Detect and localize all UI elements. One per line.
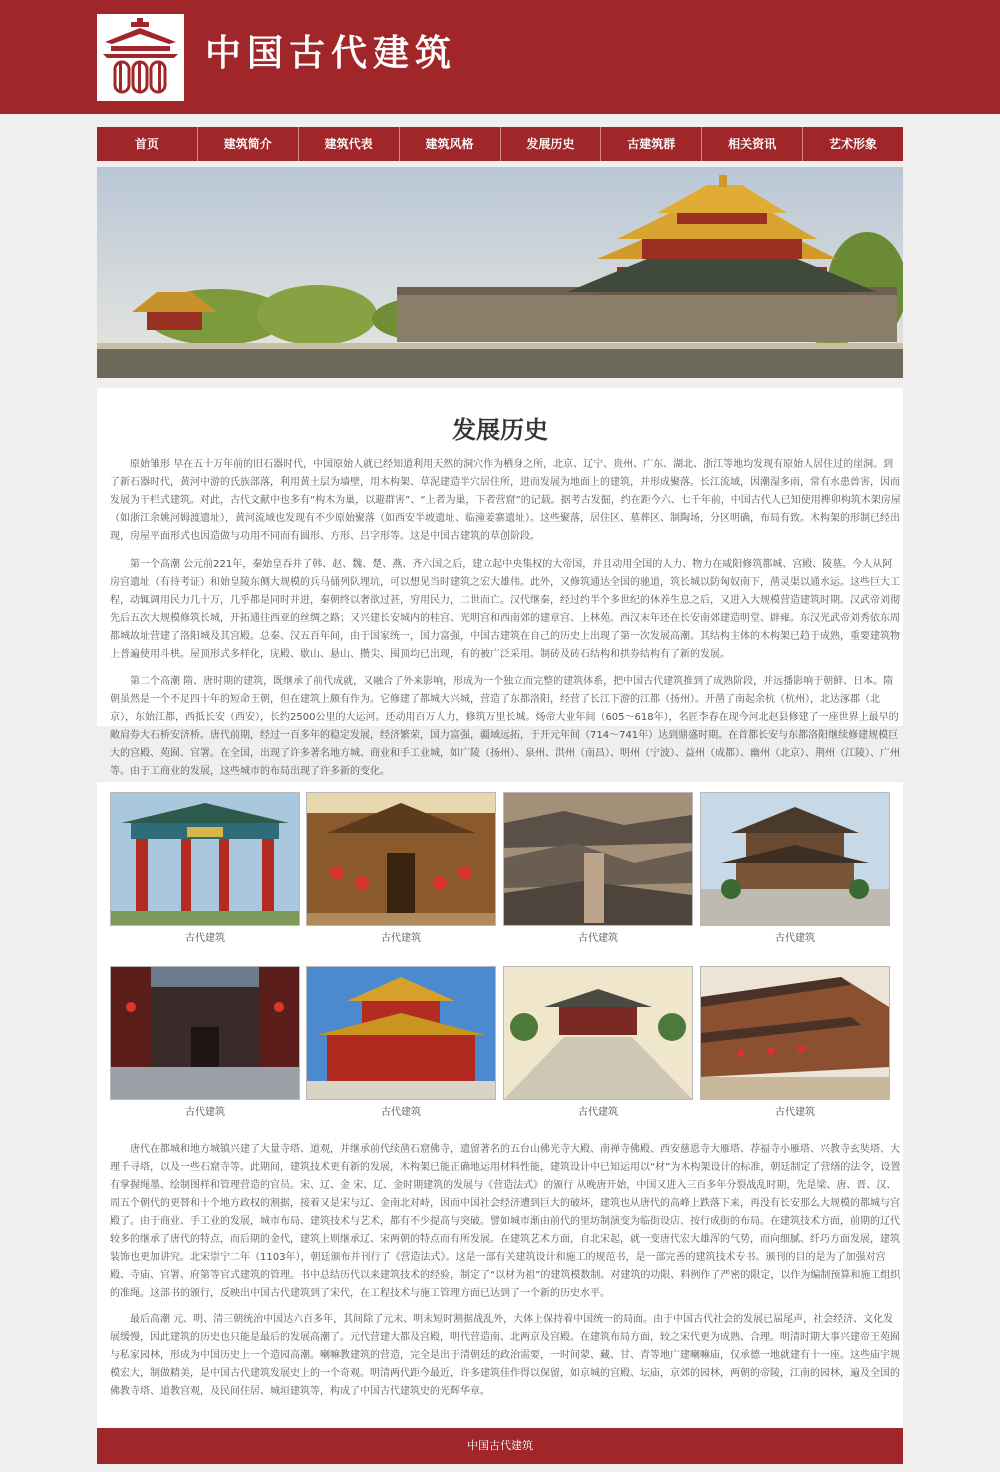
gallery-caption: 古代建筑 — [578, 933, 618, 944]
gallery-caption: 古代建筑 — [578, 1107, 618, 1118]
gallery-photo-wooden-hall[interactable] — [700, 792, 890, 926]
article-paragraph: 第一个高潮 公元前221年，秦始皇吞并了韩、赵、魏、楚、燕、齐六国之后，建立起中央集权的大帝国，并且动用全国的人力、物力在咸阳修筑都城、宫殿、陵墓。今人从阿房宫遗址（有待考证）和始皇陵东侧大规模的兵马俑列队埋坑，可以想见当时建筑之宏大雄伟。此外，又修筑通达全国的驰道，筑长城以防匈奴南下，凿灵渠以通水运。这些巨大工程，动辄调用民力几十万，几乎都是同时并进，秦朝终以奢欲过甚，穷用民力，二世而亡。汉代继秦，经过约半个多世纪的休养生息之后，又进入大规模营造建筑时期。汉武帝刘彻先后五次大规模修筑长城，开拓通往西亚的丝绸之路；又兴建长安城内的桂宫、光明宫和西南郊的建章宫、上林苑。西汉末年还在长安南郊建造明堂、辟雍。东汉光武帝刘秀依东周都城故址营建了洛阳城及其宫殿。总秦、汉五百年间，由于国家统一，国力富强，中国古建筑在自己的历史上出现了第一次发展高潮。其结构主体的木构架已趋于成熟，重要建筑物上普遍使用斗栱。屋顶形式多样化，庑殿、歇山、悬山、攒尖、囤顶均已出现，有的被广泛采用。制砖及砖石结构和拱券结构有了新的发展。 — [110, 559, 900, 660]
gallery-photo-red-pavilion[interactable] — [306, 966, 496, 1100]
pagoda-logo-icon[interactable] — [97, 14, 184, 101]
gallery-caption: 古代建筑 — [775, 1107, 815, 1118]
gallery-photo-temple-plaza[interactable] — [503, 966, 693, 1100]
site-header — [0, 0, 1000, 114]
nav-item-complex[interactable]: 古建筑群 — [601, 127, 702, 161]
article-paragraph: 第二个高潮 隋、唐时期的建筑，既继承了前代成就，又融合了外来影响，形成为一个独立而完整的建筑体系，把中国古代建筑推到了成熟阶段，并远播影响于朝鲜、日本。隋朝虽然是一个不足四十年的短命王朝，但在建筑上颇有作为。它修建了都城大兴城，营造了东都洛阳，经营了长江下游的江都（扬州）。开凿了南起余杭（杭州），北达涿郡（北京），东始江都，西抵长安（西安），长约2500公里的大运河。还动用百万人力，修筑万里长城。炀帝大业年间（605～618年），名匠李春在现今河北赵县修建了一座世界上最早的敞肩券大石桥安济桥。唐代前期，经过一百多年的稳定发展，经济繁荣，国力富强，疆域远拓，于开元年间（714～741年）达到鼎盛时期。在首都长安与东都洛阳继续修建规模巨大的宫殿、苑囿、官署。在全国，出现了许多著名地方城、商业和手工业城，如广陵（扬州）、泉州、洪州（南昌）、明州（宁波）、益州（成都）、幽州（北京）、荆州（江陵）、广州等。由于工商业的发展，这些城市的布局出现了许多新的变化。 — [110, 676, 900, 777]
gallery-photo-mansion[interactable] — [110, 966, 300, 1100]
page-title: 发展历史 — [452, 416, 548, 444]
article-paragraph: 原始雏形 早在五十万年前的旧石器时代，中国原始人就已经知道利用天然的洞穴作为栖身之所，北京、辽宁、贵州、广东、湖北、浙江等地均发现有原始人居住过的崖洞。到了新石器时代，黄河中游的氏族部落，利用黄土层为墙壁，用木构架、草泥建造半穴居住所，进而发展为地面上的建筑，并形成聚落。长江流域，因潮湿多雨，常有水患兽害，因而发展为干栏式建筑。对此，古代文献中也多有“构木为巢，以避群害”、“上者为巢，下者营窟”的记载。据考古发掘，约在距今六、七千年前，中国古代人已知使用榫卯构筑木架房屋（如浙江余姚河姆渡遗址），黄河流域也发现有不少原始聚落（如西安半坡遗址、临潼姜寨遗址）。这些聚落，居住区、墓葬区、制陶场，分区明确，布局有致。木构架的形制已经出现，房屋平面形式也因造做与功用不同而有圆形、方形、吕字形等。这是中国古建筑的草创阶段。 — [110, 459, 901, 542]
nav-item-intro[interactable]: 建筑简介 — [198, 127, 299, 161]
nav-item-representative[interactable]: 建筑代表 — [299, 127, 400, 161]
gallery-caption: 古代建筑 — [185, 933, 225, 944]
gallery-photo-street-buildings[interactable] — [700, 966, 890, 1100]
gallery-caption: 古代建筑 — [775, 933, 815, 944]
gallery-caption: 古代建筑 — [381, 933, 421, 944]
gallery-photo-village-roofs[interactable] — [503, 792, 693, 926]
gallery-caption: 古代建筑 — [185, 1107, 225, 1118]
gallery-caption: 古代建筑 — [381, 1107, 421, 1118]
gallery-photo-archway[interactable] — [110, 792, 300, 926]
main-nav — [97, 127, 903, 161]
site-title: 中国古代建筑 — [205, 33, 458, 74]
nav-item-art[interactable]: 艺术形象 — [829, 137, 878, 151]
nav-item-home[interactable]: 首页 — [97, 127, 198, 161]
nav-item-history[interactable]: 发展历史 — [501, 127, 602, 161]
gallery-photo-lantern-courtyard[interactable] — [306, 792, 496, 926]
nav-item-news[interactable]: 相关资讯 — [702, 127, 803, 161]
banner-image — [97, 167, 903, 378]
article-paragraph: 唐代在都城和地方城镇兴建了大量寺塔、道观，并继承前代续凿石窟佛寺，遗留著名的五台山佛光寺大殿、南禅寺佛殿、西安慈恩寺大雁塔、荐福寺小雁塔、兴教寺玄奘塔、大理千寻塔，以及一些石窟寺等。此期间，建筑技术更有新的发展，木构架已能正确地运用材料性能，建筑设计中已知运用以“材”为木构架设计的标准，朝廷制定了营缮的法令，设置有掌握绳墨、绘制图样和管理营造的官员。宋、辽、金 宋、辽、金时期建筑的发展与《营造法式》的颁行 从晚唐开始，中国又进入三百多年分裂战乱时期，先是梁、唐、晋、汉、周五个朝代的更替和十个地方政权的割据，接着又是宋与辽、金南北对峙，因而中国社会经济遭到巨大的破坏，建筑也从唐代的高峰上跌落下来，再没有长安那么大规模的都城与宫殿了。由于商业、手工业的发展，城市布局、建筑技术与艺术，都有不少提高与突破。譬如城市渐由前代的里坊制演变为临街设店、按行成街的布局。在建筑技术方面，前期的辽代较多的继承了唐代的特点，而后期的金代，建筑上则继承辽、宋两朝的特点而有所发展。在建筑艺术方面，自北宋起，就一变唐代宏大雄浑的气势，而向细腻、纤巧方面发展，建筑装饰也更加讲究。北宋崇宁二年（1103年），朝廷颁布并刊行了《营造法式》。这是一部有关建筑设计和施工的规范书，是一部完善的建筑技术专书。颁刊的目的是为了加强对宫殿、寺庙、官署、府第等官式建筑的管理。书中总结历代以来建筑技术的经验，制定了“以材为祖”的建筑模数制。对建筑的功限、料例作了严密的限定，以作为编制预算和施工组织的准绳。这部书的颁行，反映出中国古代建筑到了宋代，在工程技术与施工管理方面已达到了一个新的历史水平。 — [110, 1144, 901, 1299]
article-paragraph: 最后高潮 元、明、清三朝统治中国达六百多年，其间除了元末、明末短时割据战乱外，大体上保持着中国统一的局面。由于中国古代社会的发展已届尾声，社会经济、文化发展缓慢，因此建筑的历史也只能是最后的发展高潮了。元代营建大都及宫殿，明代营造南、北两京及宫殿。在建筑布局方面，较之宋代更为成熟、合理。明清时期大事兴建帝王苑囿与私家园林，形成为中国历史上一个造园高潮。喇嘛教建筑的营造，完全是出于清朝廷的政治需要，一时间蒙、藏、甘、青等地广建喇嘛庙，仅承德一地就建有十一座。这些庙宇规模宏大，制做精美，是中国古代建筑发展史上的一个奇观。明清两代距今最近，许多建筑佳作得以保留，如京城的宫殿、坛庙，京郊的园林，两朝的帝陵，江南的园林，遍及全国的佛教寺塔、道教宫观，及民间住居、城垣建筑等，构成了中国古代建筑史的光辉华章。 — [110, 1314, 900, 1397]
nav-item-style[interactable]: 建筑风格 — [400, 127, 501, 161]
site-footer: 中国古代建筑 — [97, 1428, 903, 1464]
